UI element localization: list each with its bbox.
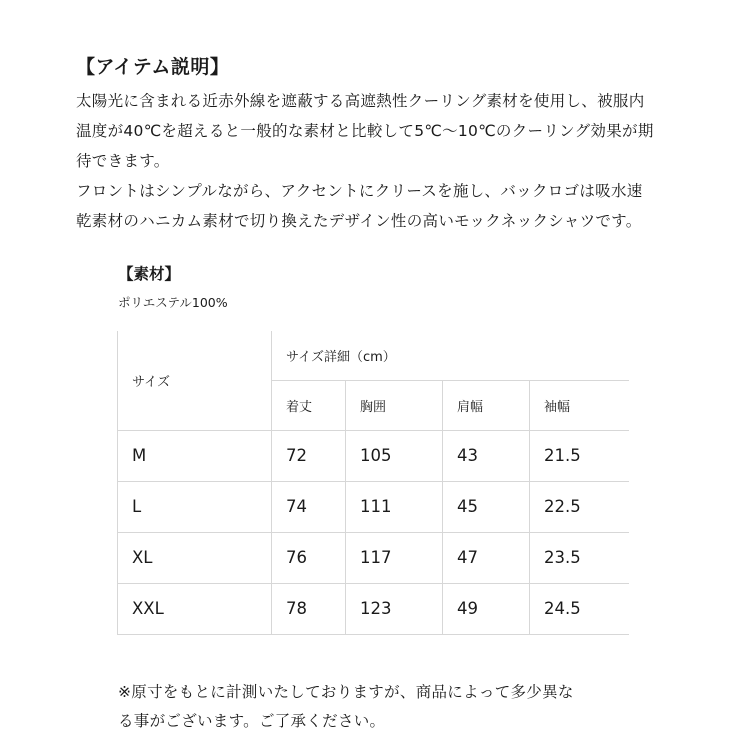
description-line: 待できます。 [76, 152, 170, 170]
description-line: 温度が40℃を超えると一般的な素材と比較して5℃〜10℃のクーリング効果が期 [76, 122, 654, 140]
description-line: 乾素材のハニカム素材で切り換えたデザイン性の高いモックネックシャツです。 [76, 212, 642, 230]
note-line: ※原寸をもとに計測いたしておりますが、商品によって多少異な [118, 683, 574, 701]
column-header-chest: 胸囲 [346, 380, 443, 430]
item-description-heading: 【アイテム説明】 [76, 56, 230, 78]
size-detail-header: サイズ詳細（cm） [272, 331, 629, 380]
table-row [118, 532, 629, 583]
shoulder-cell: 47 [443, 532, 530, 583]
table-row [118, 583, 629, 634]
size-cell: M [118, 430, 272, 481]
size-cell: XXL [118, 583, 272, 634]
sleeve-cell: 22.5 [530, 481, 629, 532]
size-column-header: サイズ [118, 331, 272, 430]
sleeve-cell: 23.5 [530, 532, 629, 583]
chest-cell: 105 [346, 430, 443, 481]
sleeve-cell: 21.5 [530, 430, 629, 481]
sleeve-cell: 24.5 [530, 583, 629, 634]
column-header-length: 着丈 [272, 380, 346, 430]
chest-cell: 117 [346, 532, 443, 583]
measurement-note [118, 678, 678, 736]
description-line: 太陽光に含まれる近赤外線を遮蔽する高遮熱性クーリング素材を使用し、被服内 [76, 92, 645, 110]
length-cell: 74 [272, 481, 346, 532]
shoulder-cell: 45 [443, 481, 530, 532]
table-row [118, 430, 629, 481]
chest-cell: 111 [346, 481, 443, 532]
description-line: フロントはシンプルながら、アクセントにクリースを施し、バックロゴは吸水速 [76, 182, 643, 200]
size-cell: XL [118, 532, 272, 583]
size-table [117, 331, 629, 635]
note-line: る事がございます。ご了承ください。 [118, 712, 386, 730]
column-header-sleeve: 袖幅 [530, 380, 629, 430]
material-heading: 【素材】 [118, 265, 181, 283]
length-cell: 72 [272, 430, 346, 481]
size-table-header-row [118, 331, 629, 380]
material-value: ポリエステル100% [118, 295, 228, 310]
size-cell: L [118, 481, 272, 532]
chest-cell: 123 [346, 583, 443, 634]
table-row [118, 481, 629, 532]
column-header-shoulder: 肩幅 [443, 380, 530, 430]
length-cell: 78 [272, 583, 346, 634]
length-cell: 76 [272, 532, 346, 583]
shoulder-cell: 43 [443, 430, 530, 481]
shoulder-cell: 49 [443, 583, 530, 634]
item-description-text [76, 86, 706, 236]
